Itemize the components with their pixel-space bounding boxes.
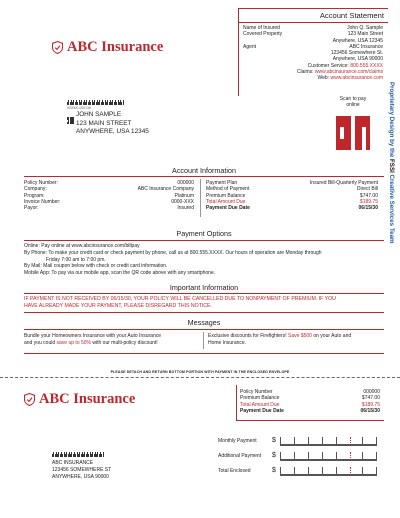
contact-web: Web: www.abcinsurance.com xyxy=(317,75,383,81)
digit-box[interactable] xyxy=(337,467,351,475)
digit-box[interactable] xyxy=(351,437,363,445)
coupon-summary xyxy=(240,389,380,414)
account-info-left xyxy=(24,180,194,211)
important-info-text: IF PAYMENT IS NOT RECEIVED BY 06/15/30, YOUR POLICY WILL BE CANCELLED DUE TO NONPAYMENT OF PREMIUM. IF YOU HAVE ALREADY MADE YOUR PAYMENT, PLEASE DISREGARD THIS NOTICE. xyxy=(24,296,336,310)
statement-field: Anywhere, USA 12345 xyxy=(332,37,383,44)
mailing-name: JOHN SAMPLE xyxy=(76,111,122,119)
coupon-policy-number: Policy Number 000000 xyxy=(240,389,380,395)
company-name: ABC Insurance xyxy=(67,39,164,55)
payment-due-date: Payment Due Date 06/15/30 xyxy=(206,205,378,211)
account-field: Company: ABC Insurance Company xyxy=(24,186,194,193)
amount-row-monthly: Monthly Payment $ xyxy=(218,437,384,446)
remit-postal-barcode xyxy=(52,452,162,457)
shield-icon xyxy=(24,393,35,406)
monthly-payment-input[interactable] xyxy=(280,437,377,446)
coupon-logo xyxy=(24,390,135,408)
statement-fields xyxy=(243,25,383,81)
account-field: Program: Platinum xyxy=(24,192,194,199)
message-firefighter: Exclusive discounts for Firefighters! Save $500 on your Auto and Home Insurance. xyxy=(208,333,352,346)
mailing-street: 123 MAIN STREET xyxy=(76,119,132,127)
digit-box[interactable] xyxy=(363,437,377,445)
account-field: Method of Payment Direct Bill xyxy=(206,186,378,193)
coupon-due-date: Payment Due Date 06/15/30 xyxy=(240,407,380,414)
payment-option-phone: By Phone: To make your credit card or check payment by phone, call us at 800.555.XXXX. Our hours of operation are Monday through xyxy=(24,249,322,256)
payment-option-mobile: Mobile App: To pay via our mobile app, scan the QR code above with any smartphone. xyxy=(24,270,216,276)
mailing-address xyxy=(67,100,177,136)
digit-box[interactable] xyxy=(281,437,295,445)
messages-title: Messages xyxy=(187,318,221,327)
contact-claims: Claims: www.abcinsurance.com/claims xyxy=(296,68,383,75)
barcode-number: 000000-000136 xyxy=(67,106,91,110)
account-field: Premium Balance $747.00 xyxy=(206,192,378,199)
amount-row-additional: Additional Payment $ xyxy=(218,452,384,461)
coupon-premium-balance: Premium Balance $747.00 xyxy=(240,395,380,402)
digit-box[interactable] xyxy=(337,437,351,445)
total-enclosed-input[interactable] xyxy=(280,467,377,476)
coupon-total-due: Total Amount Due $189.75 xyxy=(240,401,380,408)
barcode-bar xyxy=(103,452,104,457)
amount-entry xyxy=(218,437,384,476)
coupon-company-name: ABC Insurance xyxy=(39,391,136,407)
message-bundle: Bundle your Homeowners Insurance with your Auto Insurance and you could save up to 50% with our multi-policy discount! xyxy=(24,333,162,346)
barcode-bar xyxy=(123,100,124,105)
remit-address xyxy=(52,452,162,480)
statement-field: Name of Insured John Q. Sample xyxy=(243,25,383,31)
payment-option-online: Online: Pay online at www.abcinsurance.com/billpay xyxy=(24,243,140,249)
remit-street: 123456 SOMEWHERE ST xyxy=(52,466,112,473)
perforation-line xyxy=(0,377,400,378)
postal-barcode xyxy=(67,100,177,105)
account-info-title: Account Information xyxy=(172,166,236,175)
remit-name: ABC INSURANCE xyxy=(52,460,94,466)
digit-box[interactable] xyxy=(309,452,323,460)
mini-barcode-icon xyxy=(67,117,74,124)
total-amount-due: Total Amount Due $189.75 xyxy=(206,198,378,205)
statement-field: Anywhere, USA 90000 xyxy=(332,56,383,63)
shield-icon xyxy=(52,41,63,54)
statement-title: Account Statement xyxy=(319,11,384,20)
digit-box[interactable] xyxy=(363,452,377,460)
digit-box[interactable] xyxy=(281,452,295,460)
remit-city: ANYWHERE, USA 90000 xyxy=(52,473,109,480)
important-info-title: Important Information xyxy=(169,283,239,292)
digit-box[interactable] xyxy=(351,467,363,475)
side-credit-text: Proprietary Design by the FSSI Creative Services Team xyxy=(387,82,395,244)
digit-box[interactable] xyxy=(323,437,337,445)
statement-field: Agent ABC Insurance xyxy=(243,43,383,50)
digit-box[interactable] xyxy=(295,467,309,475)
digit-box[interactable] xyxy=(295,452,309,460)
contact-customer-service: Customer Service: 800.555.XXXX xyxy=(307,62,383,69)
payment-options-text xyxy=(24,243,384,277)
digit-box[interactable] xyxy=(295,437,309,445)
amount-row-total: Total Enclosed $ xyxy=(218,467,384,476)
digit-box[interactable] xyxy=(351,452,363,460)
payment-option-phone-hours: Friday 7:00 am to 7:00 pm. xyxy=(46,256,106,263)
payment-option-mail: By Mail: Mail coupon below with check or credit card information. xyxy=(24,263,168,270)
digit-box[interactable] xyxy=(309,467,323,475)
account-field: Payor: Insured xyxy=(24,205,194,211)
digit-box[interactable] xyxy=(281,467,295,475)
qr-code[interactable] xyxy=(336,116,370,150)
digit-box[interactable] xyxy=(323,452,337,460)
account-info-right xyxy=(206,180,378,211)
company-logo xyxy=(52,38,163,56)
digit-box[interactable] xyxy=(309,437,323,445)
digit-box[interactable] xyxy=(337,452,351,460)
digit-box[interactable] xyxy=(363,467,377,475)
digit-box[interactable] xyxy=(323,467,337,475)
account-field: Policy Number: 000000 xyxy=(24,180,194,186)
account-field: Invoice Number: 0000-XXX xyxy=(24,198,194,205)
additional-payment-input[interactable] xyxy=(280,452,377,461)
qr-module xyxy=(73,123,74,124)
statement-box xyxy=(238,8,388,96)
payment-options-title: Payment Options xyxy=(176,229,232,238)
mailing-city: ANYWHERE, USA 12345 xyxy=(76,127,149,135)
detach-instruction: PLEASE DETACH AND RETURN BOTTOM PORTION WITH PAYMENT IN THE ENCLOSED ENVELOPE xyxy=(110,370,290,374)
statement-field: 123456 Somewhere St. xyxy=(330,50,383,56)
account-field: Payment Plan Insured Bill-Quarterly Payment xyxy=(206,180,378,186)
qr-module xyxy=(366,146,370,150)
statement-field: Covered Property 123 Main Street xyxy=(243,31,383,38)
qr-label: Scan to pay online xyxy=(339,96,367,109)
